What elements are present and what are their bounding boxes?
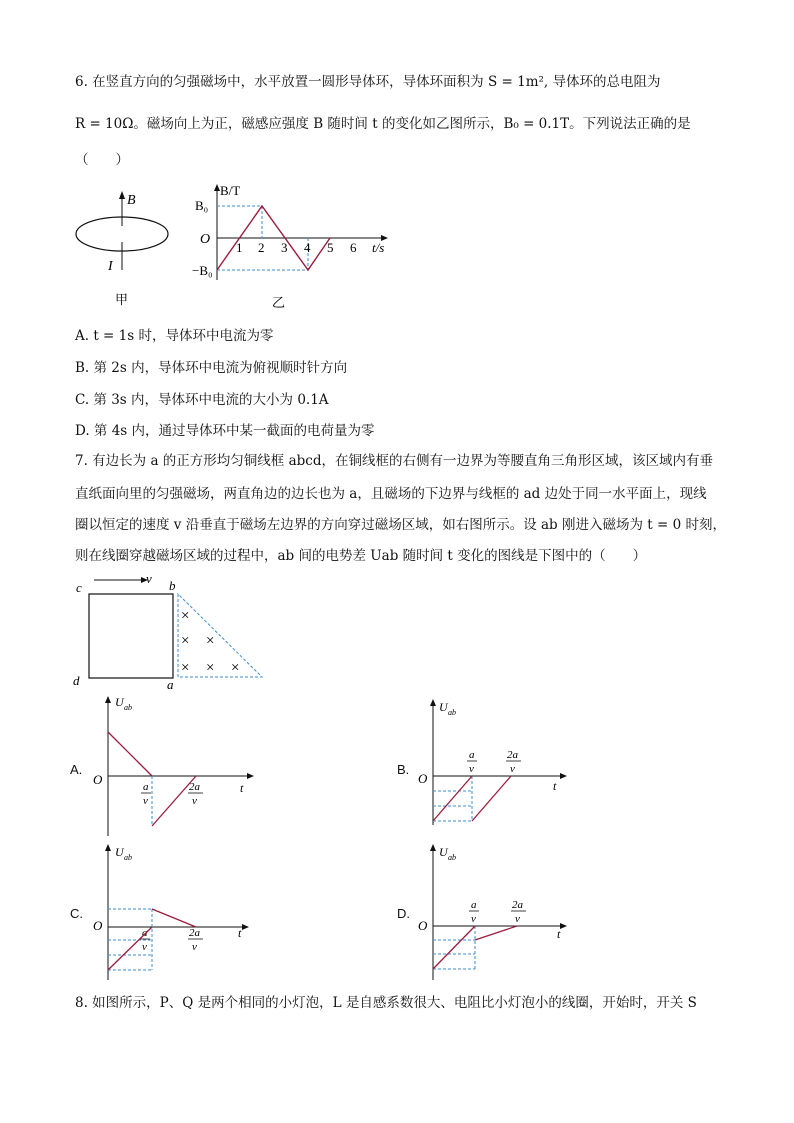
ylabel: B/T [220, 183, 241, 198]
cross-3: × [206, 633, 215, 649]
t2-den: v [192, 941, 197, 953]
axis-u: U [115, 695, 124, 709]
label-b: B [127, 193, 136, 208]
q6-paren: （ ） [75, 152, 129, 168]
axis-u: U [439, 845, 448, 859]
label-i: I [108, 259, 113, 274]
t1-den: v [143, 795, 148, 807]
t1-num: a [471, 899, 477, 911]
field-region [178, 594, 262, 677]
q6-option-c[interactable]: C. 第 3s 内，导体环中电流的大小为 0.1A [75, 392, 329, 408]
axis-u-sub: ab [448, 853, 456, 862]
b0-label: B₀ [195, 198, 209, 213]
origin: O [93, 772, 103, 787]
axis-u-sub: ab [124, 853, 132, 862]
t1-den: v [469, 763, 474, 775]
tick-1: 1 [236, 240, 243, 255]
q7-option-c-label[interactable]: C. [70, 906, 83, 921]
q7-graph-b[interactable] [413, 695, 583, 830]
t1-den: v [142, 941, 147, 953]
tick-4: 4 [304, 240, 311, 255]
axis-u: U [115, 845, 124, 859]
axis-t: t [240, 781, 244, 795]
t2-den: v [515, 913, 520, 925]
origin: O [418, 918, 428, 933]
q6-option-d[interactable]: D. 第 4s 内，通过导体环中某一截面的电荷量为零 [75, 423, 375, 439]
t2-num: 2a [189, 781, 200, 793]
cross-4: × [181, 660, 190, 676]
q7-line-2: 直纸面向里的匀强磁场，两直角边的边长也为 a，且磁场的下边界与线框的 ad 边处于同一水平面上，现线 [75, 486, 707, 502]
q7-line-1: 7. 有边长为 a 的正方形均匀铜线框 abcd，在铜线框的右侧有一边界为等腰直角三角形区域，该区域内有垂 [75, 453, 713, 469]
q7-option-a-label[interactable]: A. [70, 762, 83, 777]
tick-2: 2 [258, 240, 265, 255]
t1-den: v [471, 913, 476, 925]
q8-line-1: 8. 如图所示，P、Q 是两个相同的小灯泡，L 是自感系数很大、电阻比小灯泡小的线圈，开始时，开关 S [75, 995, 697, 1011]
label-a: a [167, 677, 174, 692]
q7-line-4: 则在线圈穿越磁场区域的过程中，ab 间的电势差 Uab 随时间 t 变化的图线是下图中的（ ） [75, 548, 647, 564]
label-b: b [169, 578, 176, 593]
axis-t: t [238, 926, 242, 940]
q7-option-d-label[interactable]: D. [397, 906, 410, 921]
tick-3: 3 [281, 240, 288, 255]
xlabel: t/s [372, 240, 385, 255]
t1-num: a [469, 749, 475, 761]
t2-den: v [192, 795, 197, 807]
cross-2: × [181, 633, 190, 649]
t1-num: a [143, 781, 149, 793]
square-frame [89, 594, 173, 678]
cross-5: × [206, 660, 215, 676]
axis-u-sub: ab [124, 703, 132, 712]
label-c: c [76, 580, 82, 595]
tick-5: 5 [327, 240, 334, 255]
q7-graph-c[interactable] [88, 840, 258, 985]
q6-option-a[interactable]: A. t = 1s 时，导体环中电流为零 [75, 328, 274, 344]
origin: O [418, 771, 428, 786]
q7-graph-a[interactable] [88, 690, 258, 840]
q6-line-2: R = 10Ω。磁场向上为正，磁感应强度 B 随时间 t 的变化如乙图所示，B₀ = 0.1T。下列说法正确的是 [75, 116, 691, 132]
q6-line-1: 6. 在竖直方向的匀强磁场中，水平放置一圆形导体环，导体环面积为 S = 1m², 导体环的总电阻为 [75, 74, 661, 90]
label-v: v [146, 571, 152, 586]
axis-t: t [553, 779, 557, 793]
axis-u: U [439, 700, 448, 714]
t2-num: 2a [512, 899, 523, 911]
q7-graph-d[interactable] [413, 840, 583, 985]
q6-figure-yi [192, 180, 402, 312]
cross-1: × [181, 608, 190, 624]
q7-line-3: 圈以恒定的速度 v 沿垂直于磁场左边界的方向穿过磁场区域，如右图所示。设 ab 刚进入磁场为 t = 0 时刻， [75, 517, 726, 533]
cross-6: × [231, 660, 240, 676]
neg-b0-label: −B₀ [192, 263, 213, 278]
caption-jia: 甲 [115, 292, 129, 307]
axis-u-sub: ab [448, 708, 456, 717]
q6-figure-jia [70, 186, 180, 311]
origin-label: O [200, 232, 211, 247]
caption-yi: 乙 [272, 295, 286, 310]
label-d: d [73, 673, 80, 688]
t2-num: 2a [507, 749, 518, 761]
t1-num: a [142, 927, 148, 939]
b-arrow-icon [119, 191, 125, 199]
t2-num: 2a [189, 927, 200, 939]
origin: O [93, 918, 103, 933]
axis-t: t [557, 927, 561, 941]
q6-option-b[interactable]: B. 第 2s 内，导体环中电流为俯视顺时针方向 [75, 360, 348, 376]
q7-figure [68, 570, 273, 692]
q7-option-b-label[interactable]: B. [397, 762, 410, 777]
tick-6: 6 [350, 240, 357, 255]
t2-den: v [510, 763, 515, 775]
